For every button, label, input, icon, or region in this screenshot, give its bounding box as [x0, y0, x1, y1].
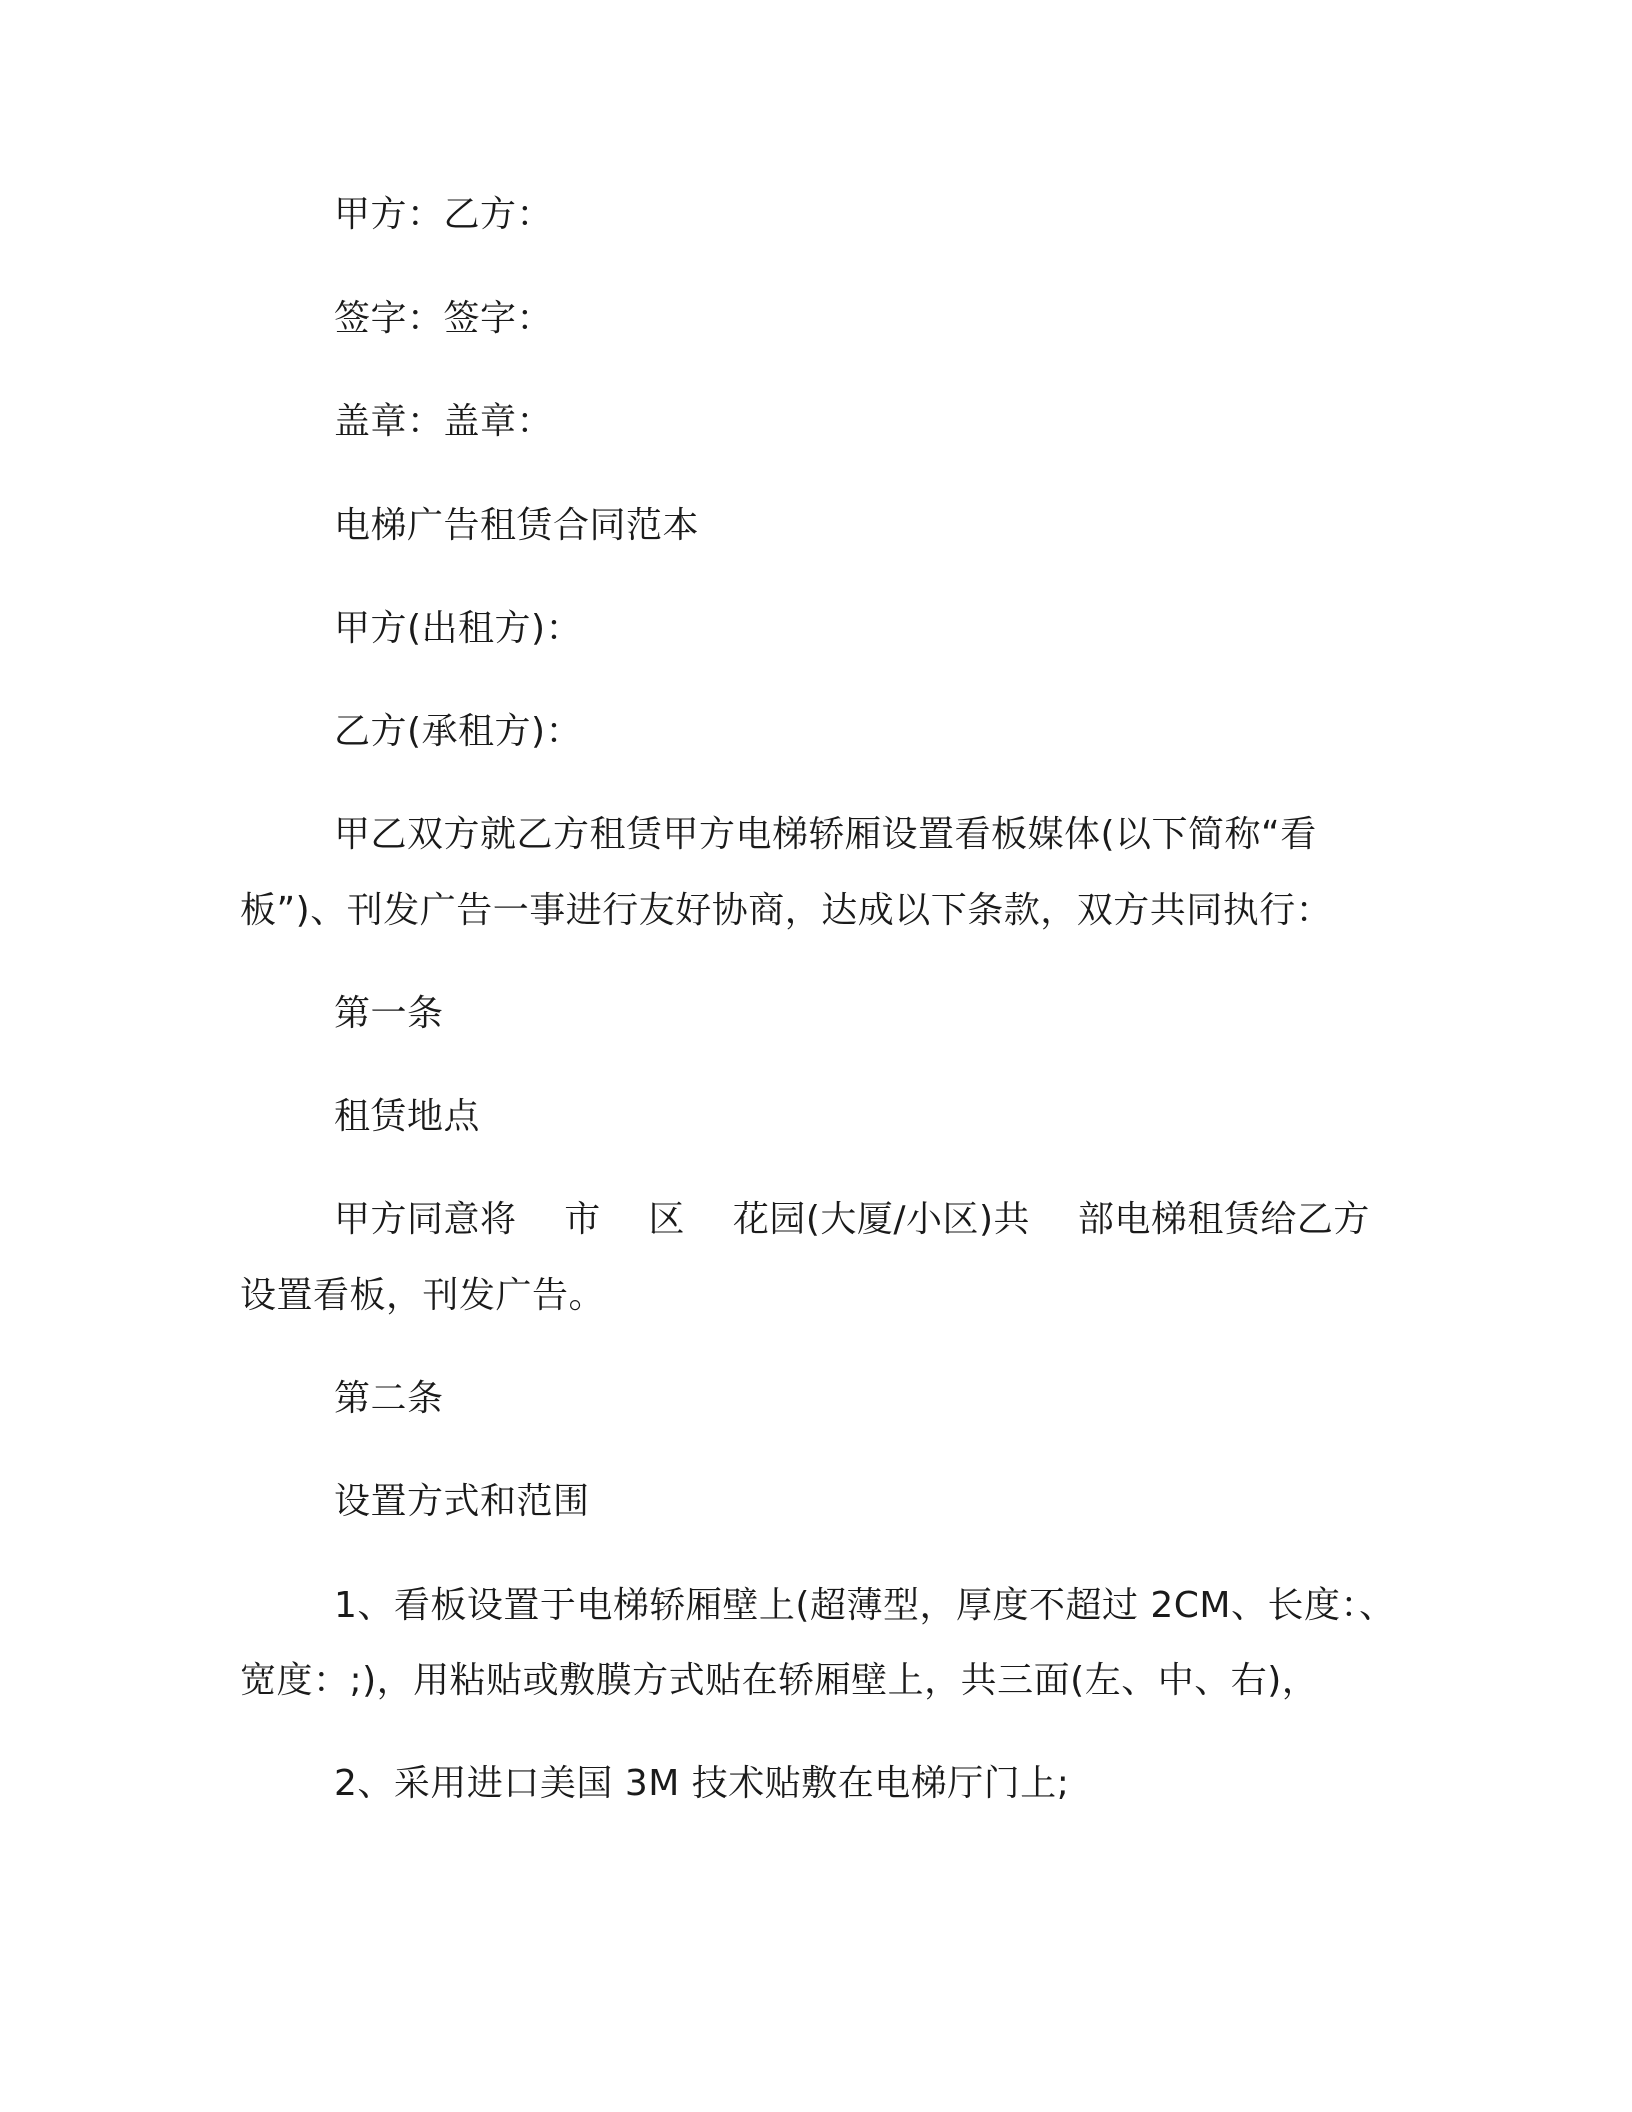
article2-item1-line-2: 宽度：;)，用粘贴或敷膜方式贴在轿厢壁上，共三面(左、中、右)， [240, 1660, 1319, 1701]
sign-line: 签字：签字： [334, 298, 554, 339]
preamble-line-1: 甲乙双方就乙方租赁甲方电梯轿厢设置看板媒体(以下简称“看 [334, 814, 1317, 855]
article2-heading: 设置方式和范围 [334, 1481, 590, 1522]
article2-number: 第二条 [334, 1378, 444, 1419]
lessee-line: 乙方(承租方)： [334, 711, 583, 752]
article2-item2: 2、采用进口美国 3M 技术贴敷在电梯厅门上; [334, 1763, 1070, 1804]
article2-item1-line-1: 1、看板设置于电梯轿厢壁上(超薄型，厚度不超过 2CM、长度：、 [334, 1585, 1396, 1626]
article1-text-line-2: 设置看板，刊发广告。 [240, 1275, 606, 1316]
article1-heading: 租赁地点 [334, 1096, 481, 1137]
seal-line: 盖章：盖章： [334, 401, 554, 442]
lessor-line: 甲方(出租方)： [334, 608, 583, 649]
party-line: 甲方：乙方： [334, 194, 554, 235]
preamble-line-2: 板”)、刊发广告一事进行友好协商，达成以下条款，双方共同执行： [240, 890, 1333, 931]
article1-number: 第一条 [334, 993, 444, 1034]
contract-title: 电梯广告租赁合同范本 [334, 505, 700, 546]
article1-text-line-1: 甲方同意将 市 区 花园(大厦/小区)共 部电梯租赁给乙方 [334, 1199, 1370, 1240]
